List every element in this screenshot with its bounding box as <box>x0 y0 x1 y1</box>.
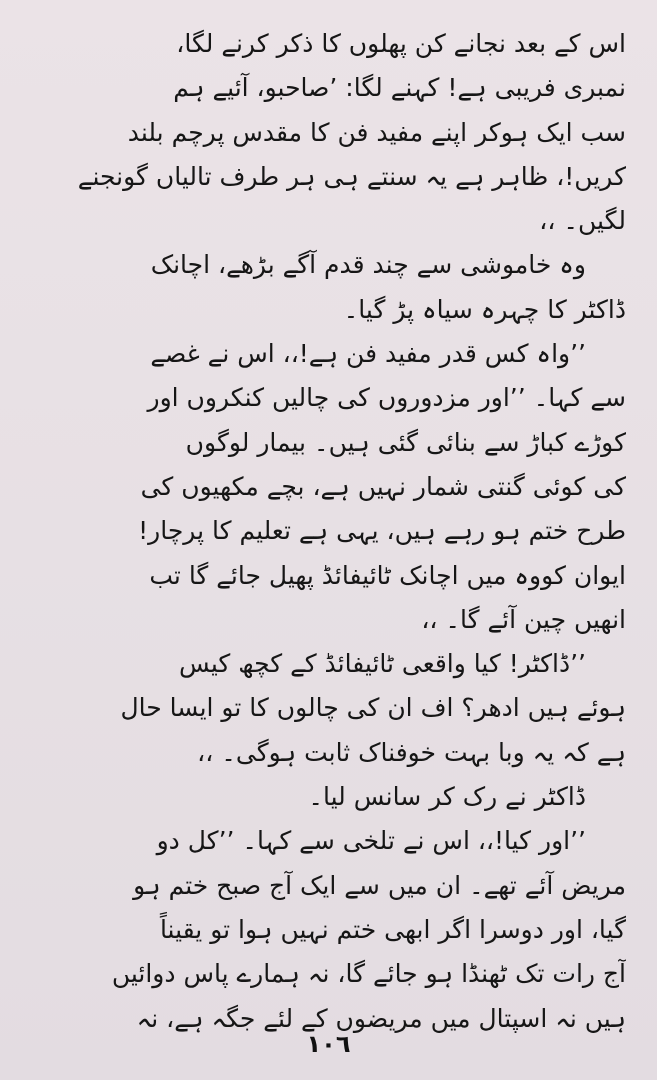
text-line-14: انھیں چین آئے گا۔ ،، <box>421 604 626 634</box>
text-line-3: سب ایک ہوکر اپنے مفید فن کا مقدس پرچم بلند <box>127 117 626 147</box>
text-line-22: آج رات تک ٹھنڈا ہو جائے گا، نہ ہمارے پاس دوائیں <box>111 959 626 989</box>
text-line-9: سے کہا۔ ’’اور مزدوروں کی چالیں کنکروں اور <box>147 383 626 413</box>
text-line-15: ’’ڈاکٹر! کیا واقعی ٹائیفائڈ کے کچھ کیس <box>179 649 586 679</box>
urdu-text-block <box>26 22 626 1041</box>
text-line-7: ڈاکٹر کا چہرہ سیاہ پڑ گیا۔ <box>343 294 626 324</box>
text-line-10: کوڑے کباڑ سے بنائی گئی ہیں۔ بیمار لوگوں <box>185 427 626 457</box>
text-line-21: گیا، اور دوسرا اگر ابھی ختم نہیں ہوا تو یقیناً <box>159 914 626 944</box>
text-line-2: نمبری فریبی ہے! کہنے لگا: ’صاحبو، آئیے ہم <box>173 73 626 103</box>
text-line-4: کریں!، ظاہر ہے یہ سنتے ہی ہر طرف تالیاں گونجنے <box>77 161 626 191</box>
text-line-17: ہے کہ یہ وبا بہت خوفناک ثابت ہوگی۔ ،، <box>197 737 626 767</box>
text-line-12: طرح ختم ہو رہے ہیں، یہی ہے تعلیم کا پرچار! <box>138 516 626 546</box>
text-line-5: لگیں۔ ،، <box>539 206 626 236</box>
text-line-8: ’’واہ کس قدر مفید فن ہے!،، اس نے غصے <box>150 339 586 369</box>
text-line-13: ایوان کووہ میں اچانک ٹائیفائڈ پھیل جائے گا تب <box>149 560 626 590</box>
text-line-23: ہیں نہ اسپتال میں مریضوں کے لئے جگہ ہے، نہ <box>136 1003 626 1033</box>
page-number: ١٠٦ <box>306 1030 351 1058</box>
text-line-16: ہوئے ہیں ادھر؟ اف ان کی چالوں کا تو ایسا حال <box>120 693 626 723</box>
text-line-18: ڈاکٹر نے رک کر سانس لیا۔ <box>308 782 586 812</box>
text-line-11: کی کوئی گنتی شمار نہیں ہے، بچے مکھیوں کی <box>140 471 626 501</box>
text-line-1: اس کے بعد نجانے کن پھلوں کا ذکر کرنے لگا، <box>176 29 626 58</box>
text-line-19: ’’اور کیا!،، اس نے تلخی سے کہا۔ ’’کل دو <box>156 826 586 856</box>
text-line-6: وہ خاموشی سے چند قدم آگے بڑھے، اچانک <box>150 250 586 280</box>
text-line-20: مریض آئے تھے۔ ان میں سے ایک آج صبح ختم ہو <box>133 870 626 900</box>
